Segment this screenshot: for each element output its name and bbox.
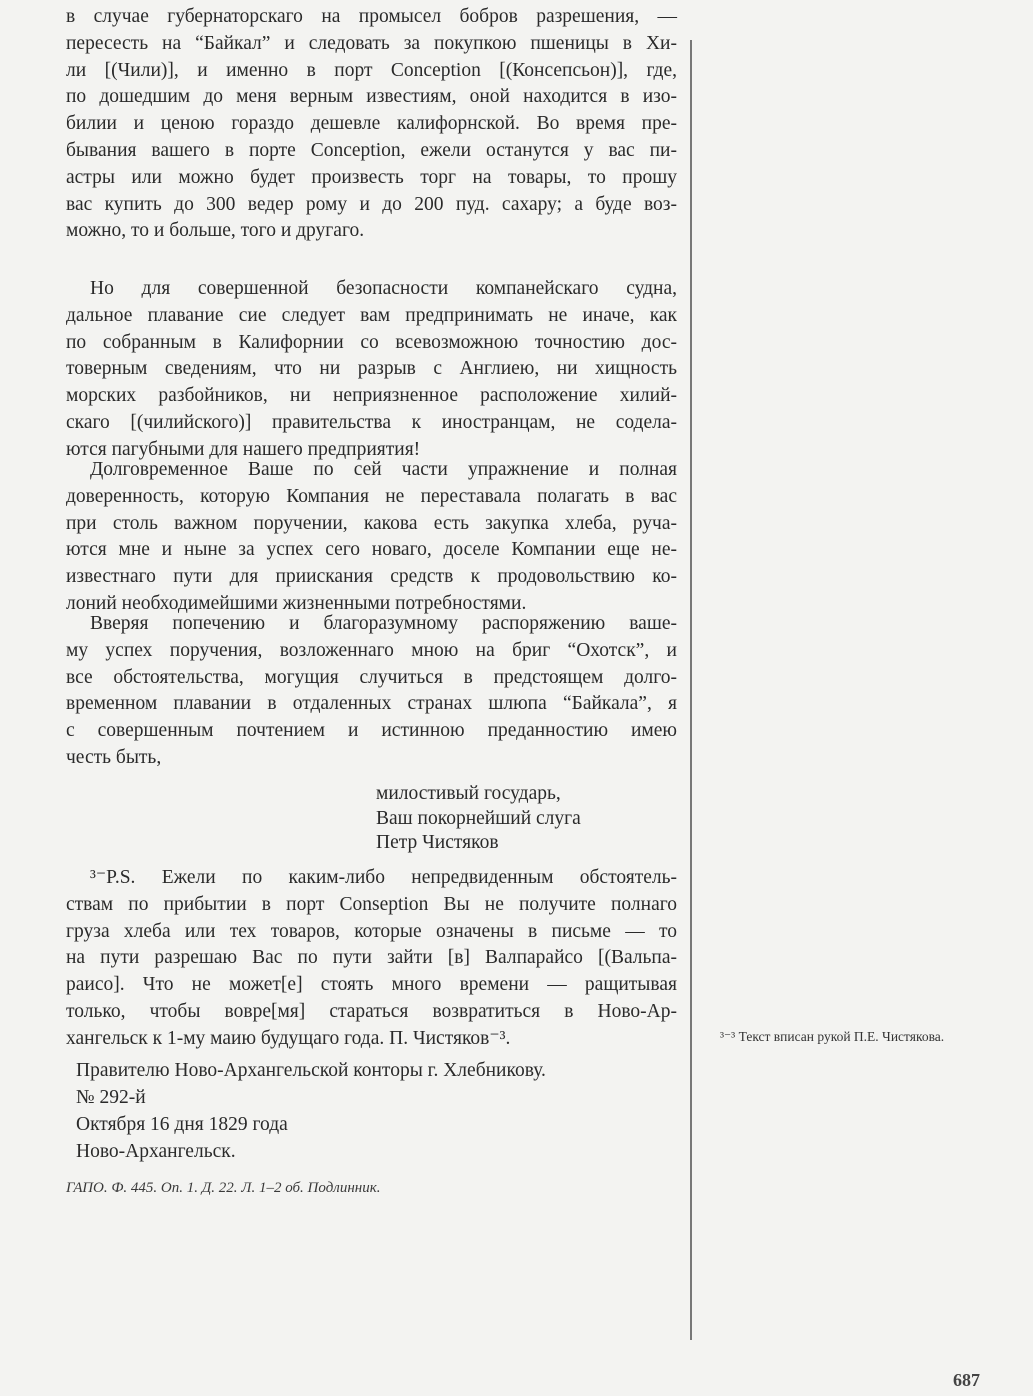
paragraph-3 (66, 457, 677, 618)
text-line: по собранным в Калифорнии со всевозможною точностию дос- (66, 331, 677, 353)
text-line: дальное плавание сие следует вам предпринимать не иначе, как (66, 304, 677, 326)
text-line: Вверяя попечению и благоразумному распоряжению ваше- (90, 613, 677, 634)
text-line: ³⁻P.S. Ежели по каким-либо непредвиденным обстоятель- (90, 867, 677, 888)
address-block (76, 1057, 546, 1165)
text-line: ствам по прибытии в порт Conseption Вы не получите полнаго (66, 893, 677, 915)
page-number: 687 (953, 1370, 980, 1390)
text-line: билии и ценою гораздо дешевле калифорнской. Во время пре- (66, 113, 677, 135)
text-line: известнаго пути для приискания средств к продовольствию ко- (66, 566, 677, 588)
text-line: при столь важном поручении, какова есть закупка хлеба, руча- (66, 512, 677, 534)
text-line: морских разбойников, ни неприязненное расположение хилий- (66, 385, 677, 407)
column-divider (690, 40, 692, 1340)
address-line: Ново-Архангельск. (76, 1141, 236, 1162)
footnote: ³⁻³ Текст вписан рукой П.Е. Чистякова. (720, 1029, 945, 1044)
address-line: № 292-й (76, 1087, 146, 1108)
text-line: ются мне и ныне за успех сего новаго, доселе Компании еще не- (66, 539, 677, 561)
text-line: раисо]. Что не может[е] стоять много времени — ращитывая (66, 974, 677, 996)
text-line: товерным сведениям, что ни разрыв с Англиею, ни хищность (66, 358, 677, 380)
text-line: вас купить до 300 ведер рому и до 200 пуд. сахару; а буде воз- (66, 193, 677, 215)
text-line: временном плавании в отдаленных странах шлюпа “Байкала”, я (66, 693, 677, 715)
paragraph-4 (66, 611, 677, 772)
text-line: ются пагубными для нашего предприятия! (66, 438, 421, 460)
text-line: бывания вашего в порте Conception, ежели останутся у вас пи- (66, 139, 677, 161)
postscript (66, 865, 677, 1053)
address-line: Правителю Ново-Архангельской конторы г. Хлебникову. (76, 1060, 546, 1081)
text-line: хангельск к 1-му маию будущаго года. П. Чистяков⁻³. (66, 1027, 511, 1049)
text-line: пересесть на “Байкал” и следовать за покупкою пшеницы в Хи- (66, 32, 677, 54)
text-line: скаго [(чилийского)] правительства к иностранцам, не содела- (66, 411, 677, 433)
signature-block (376, 782, 581, 856)
signature-line: милостивый государь, (376, 783, 561, 804)
text-line: все обстоятельства, могущия случиться в предстоящем долго- (66, 666, 677, 688)
text-line: доверенность, которую Компания не переставала полагать в вас (66, 485, 677, 507)
text-line: груза хлеба или тех товаров, которые означены в письме — то (66, 920, 677, 942)
signature-line: Петр Чистяков (376, 832, 499, 853)
signature-line: Ваш покорнейший слуга (376, 807, 581, 829)
text-line: по дошедшим до меня верным известиям, оной находится в изо- (66, 86, 677, 108)
text-line: в случае губернаторскаго на промысел бобров разрешения, — (66, 6, 677, 27)
text-line: Долговременное Ваше по сей части упражнение и полная (90, 459, 677, 480)
text-line: му успех поручения, возложеннаго мною на бриг “Охотск”, и (66, 639, 677, 661)
text-line: лоний необходимейшими жизненными потребностями. (66, 592, 527, 614)
text-line: с совершенным почтением и истинною преданностию имею (66, 720, 677, 742)
text-line: ли [(Чили)], и именно в порт Conception [(Консепсьон)], где, (66, 59, 677, 81)
text-line: честь быть, (66, 746, 162, 768)
text-line: только, чтобы вовре[мя] стараться возвратиться в Ново-Ар- (66, 1000, 677, 1022)
text-line: на пути разрешаю Вас по пути зайти [в] Валпарайсо [(Вальпа- (66, 947, 677, 969)
text-line: можно, то и больше, того и другаго. (66, 220, 365, 242)
paragraph-1 (66, 4, 677, 245)
address-line: Октября 16 дня 1829 года (76, 1114, 288, 1135)
text-line: астры или можно будет произвесть торг на товары, то прошу (66, 166, 677, 188)
archive-source: ГАПО. Ф. 445. Оп. 1. Д. 22. Л. 1–2 об. Подлинник. (66, 1180, 381, 1196)
text-line: Но для совершенной безопасности компанейскаго судна, (90, 278, 677, 299)
paragraph-2 (66, 276, 677, 464)
